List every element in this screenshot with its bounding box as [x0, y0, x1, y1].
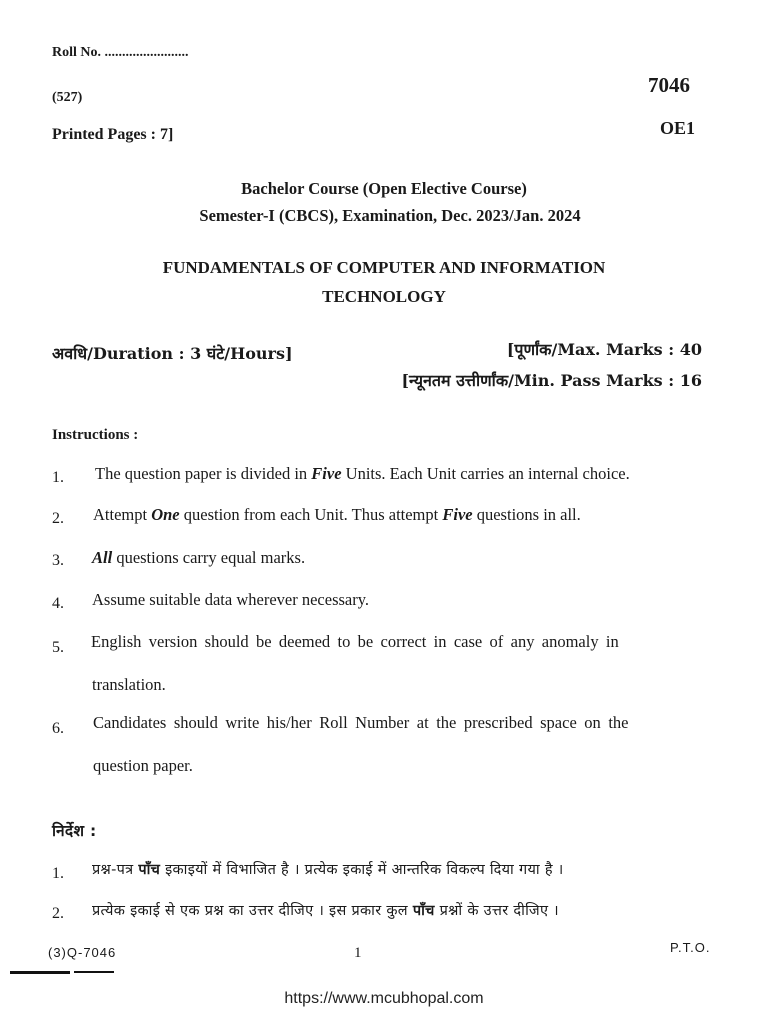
website-url[interactable]: https://www.mcubhopal.com	[284, 990, 484, 1007]
instruction-6: Candidates should write his/her Roll Number at the prescribed space on the	[93, 713, 629, 732]
nirdesh-1-text-b: इकाइयों में विभाजित है । प्रत्येक इकाई में आन्तरिक विकल्प दिया गया है ।	[160, 862, 564, 878]
instruction-2-text-b: question from each Unit. Thus attempt	[179, 505, 443, 524]
paper-code: 7046	[648, 73, 690, 97]
nirdesh-2-text-b: प्रश्नों के उत्तर दीजिए ।	[434, 903, 559, 919]
instruction-2-emphasis: One	[151, 505, 180, 524]
instruction-5: English version should be deemed to be correct in case of any anomaly in	[91, 632, 619, 651]
instruction-3	[92, 548, 305, 568]
instruction-5-continued: translation.	[92, 675, 166, 694]
instruction-5-number: 5.	[52, 639, 64, 656]
instruction-1-text-a: The question paper is divided in	[95, 464, 312, 483]
oe-code: OE1	[660, 118, 696, 138]
instruction-1-text-b: Units. Each Unit carries an internal choice.	[341, 464, 630, 483]
roll-number-field: Roll No. ........................	[52, 45, 189, 60]
nirdesh-1	[92, 859, 564, 879]
semester-line: Semester-I (CBCS), Examination, Dec. 2023/Jan. 2024	[199, 206, 581, 225]
min-pass-marks: [न्यूनतम उत्तीर्णांक/Min. Pass Marks : 16	[401, 371, 702, 390]
instruction-1-emphasis: Five	[311, 464, 342, 483]
instruction-2-text-c: questions in all.	[472, 505, 581, 524]
instruction-4: Assume suitable data wherever necessary.	[92, 590, 370, 609]
nirdesh-2-emphasis: पाँच	[412, 903, 435, 919]
instruction-6-number: 6.	[52, 720, 64, 737]
nirdesh-2-text-a: प्रत्येक इकाई से एक प्रश्न का उत्तर दीजिए । इस प्रकार कुल	[92, 903, 413, 919]
instruction-3-number: 3.	[52, 552, 64, 569]
instruction-2-text-a: Attempt	[93, 505, 152, 524]
instruction-2	[93, 505, 581, 525]
course-title: Bachelor Course (Open Elective Course)	[241, 179, 527, 198]
nirdesh-1-text-a: प्रश्न-पत्र	[92, 862, 139, 878]
duration: अवधि/Duration : 3 घंटे/Hours]	[52, 344, 293, 363]
instruction-4-number: 4.	[52, 595, 64, 612]
instruction-3-emphasis: All	[92, 548, 113, 567]
scan-mark-bar-2	[74, 971, 114, 973]
nirdesh-2-number: 2.	[52, 905, 64, 922]
nirdesh-2	[92, 900, 559, 920]
question-paper-code: (3)Q-7046	[48, 945, 117, 960]
instruction-6-continued: question paper.	[93, 756, 193, 775]
printed-pages: Printed Pages : 7]	[52, 126, 174, 143]
code-527: (527)	[52, 90, 83, 105]
instruction-3-text: questions carry equal marks.	[112, 548, 306, 567]
page-number: 1	[354, 945, 362, 961]
instruction-1-number: 1.	[52, 469, 64, 486]
instruction-2-emphasis-2: Five	[442, 505, 473, 524]
subject-title-line2: TECHNOLOGY	[322, 287, 446, 306]
scan-mark-bar	[10, 971, 70, 974]
pto: P.T.O.	[670, 940, 711, 955]
subject-title: FUNDAMENTALS OF COMPUTER AND INFORMATION	[162, 258, 606, 277]
max-marks: [पूर्णांक/Max. Marks : 40	[506, 340, 702, 359]
nirdesh-heading: निर्देश :	[52, 822, 97, 840]
instruction-2-number: 2.	[52, 510, 64, 527]
nirdesh-1-number: 1.	[52, 865, 64, 882]
nirdesh-1-emphasis: पाँच	[138, 862, 161, 878]
instructions-heading: Instructions :	[52, 427, 139, 443]
instruction-1	[95, 464, 630, 484]
